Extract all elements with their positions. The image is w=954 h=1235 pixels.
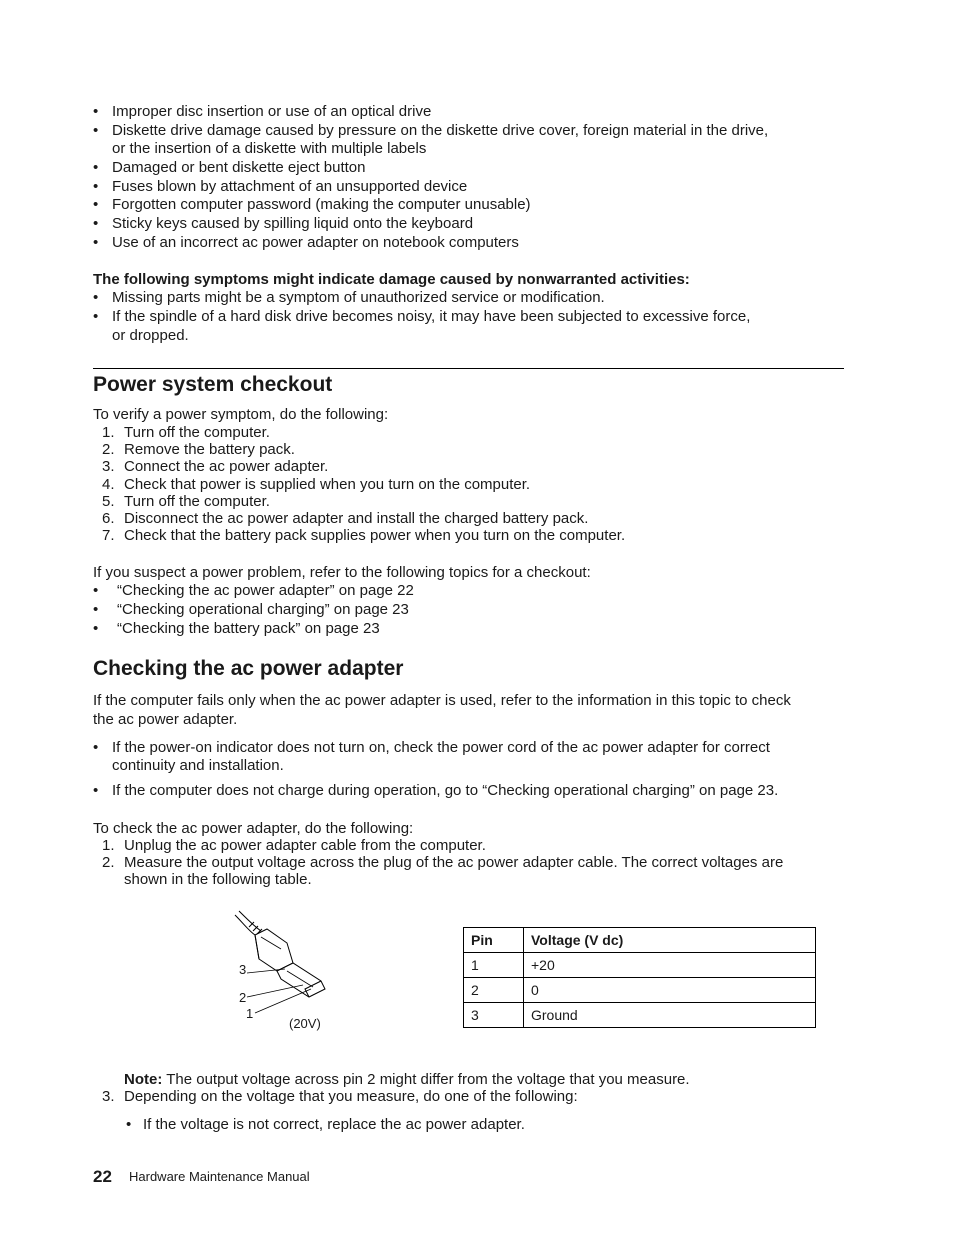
step-number: 5. (102, 493, 115, 510)
table-cell: 1 (464, 953, 524, 978)
topic-link-ac-adapter[interactable]: “Checking the ac power adapter” on page 22 (117, 582, 414, 599)
topic-link-operational-charging[interactable]: “Checking operational charging” on page 23 (117, 601, 409, 618)
bullet-marker: • (93, 601, 99, 618)
step-number: 1. (102, 424, 115, 441)
list-item: Fuses blown by attachment of an unsupported device (112, 178, 468, 195)
symptoms-heading: The following symptoms might indicate damage caused by nonwarranted activities: (93, 271, 690, 288)
bullet-marker: • (93, 215, 99, 232)
bullet-marker: • (93, 178, 99, 195)
step-number: 3. (102, 458, 115, 475)
section-divider (93, 368, 844, 369)
table-row (464, 1003, 816, 1028)
list-item: Diskette drive damage caused by pressure on the diskette drive cover, foreign material in the drive, (112, 122, 769, 139)
list-item: Damaged or bent diskette eject button (112, 159, 366, 176)
step-number: 4. (102, 476, 115, 493)
step-text: Turn off the computer. (124, 424, 270, 441)
note-text: The output voltage across pin 2 might differ from the voltage that you measure. (162, 1071, 690, 1088)
table-cell: 2 (464, 978, 524, 1003)
list-item: Improper disc insertion or use of an optical drive (112, 103, 432, 120)
power-refer-text: If you suspect a power problem, refer to the following topics for a checkout: (93, 564, 591, 581)
table-cell: Ground (524, 1003, 816, 1028)
pin-label-1: 1 (246, 1006, 254, 1021)
step-number: 1. (102, 837, 115, 854)
bullet-marker: • (93, 234, 99, 251)
adapter-title: Checking the ac power adapter (93, 657, 404, 680)
adapter-check-intro: To check the ac power adapter, do the following: (93, 820, 414, 837)
list-item: Missing parts might be a symptom of unauthorized service or modification. (112, 289, 605, 306)
step-text: Turn off the computer. (124, 493, 270, 510)
bullet-marker: • (93, 159, 99, 176)
table-row (464, 978, 816, 1003)
step-text: Unplug the ac power adapter cable from the computer. (124, 837, 486, 854)
list-item: Sticky keys caused by spilling liquid onto the keyboard (112, 215, 474, 232)
pin-label-3: 3 (239, 962, 247, 977)
list-item: If the voltage is not correct, replace the ac power adapter. (143, 1116, 525, 1133)
step-number: 2. (102, 854, 115, 871)
step-text: Disconnect the ac power adapter and install the charged battery pack. (124, 510, 589, 527)
step-text: Measure the output voltage across the plug of the ac power adapter cable. The correct voltages are (124, 854, 784, 871)
bullet-marker: • (93, 582, 99, 599)
list-item: Use of an incorrect ac power adapter on notebook computers (112, 234, 519, 251)
bullet-marker: • (126, 1116, 132, 1133)
power-checkout-intro: To verify a power symptom, do the following: (93, 406, 389, 423)
table-header-row (464, 928, 816, 953)
bullet-marker: • (93, 739, 99, 756)
note-label: Note: (124, 1071, 163, 1088)
note (124, 1071, 690, 1089)
pin-label-2: 2 (239, 990, 247, 1005)
step-text: Check that power is supplied when you turn on the computer. (124, 476, 531, 493)
list-item: or dropped. (112, 327, 189, 344)
table-cell: +20 (524, 953, 816, 978)
step-text: Connect the ac power adapter. (124, 458, 329, 475)
step-number: 3. (102, 1088, 115, 1105)
bullet-marker: • (93, 196, 99, 213)
page-number: 22 (93, 1167, 112, 1186)
bullet-marker: • (93, 122, 99, 139)
bullet-marker: • (93, 782, 99, 799)
list-item: or the insertion of a diskette with multiple labels (112, 140, 427, 157)
adapter-intro-line2: the ac power adapter. (93, 711, 238, 728)
bullet-marker: • (93, 308, 99, 325)
step-number: 6. (102, 510, 115, 527)
column-header-pin: Pin (464, 928, 524, 953)
table-cell: 3 (464, 1003, 524, 1028)
step-text: Depending on the voltage that you measure, do one of the following: (124, 1088, 578, 1105)
bullet-marker: • (93, 289, 99, 306)
table-row (464, 953, 816, 978)
list-item: Forgotten computer password (making the computer unusable) (112, 196, 531, 213)
voltage-table (463, 927, 816, 1028)
step-text: Check that the battery pack supplies power when you turn on the computer. (124, 527, 626, 544)
bullet-marker: • (93, 620, 99, 637)
list-item: If the power-on indicator does not turn on, check the power cord of the ac power adapter for correct (112, 739, 770, 756)
list-item: If the spindle of a hard disk drive becomes noisy, it may have been subjected to excessive force, (112, 308, 751, 325)
column-header-voltage: Voltage (V dc) (524, 928, 816, 953)
plug-caption: (20V) (289, 1016, 321, 1031)
step-number: 2. (102, 441, 115, 458)
list-item: continuity and installation. (112, 757, 284, 774)
list-item: If the computer does not charge during operation, go to “Checking operational charging” on page 23. (112, 782, 779, 799)
bullet-marker: • (93, 103, 99, 120)
adapter-intro-line1: If the computer fails only when the ac power adapter is used, refer to the information in this topic to check (93, 692, 791, 709)
table-cell: 0 (524, 978, 816, 1003)
step-text: shown in the following table. (124, 871, 312, 888)
step-number: 7. (102, 527, 115, 544)
power-checkout-title: Power system checkout (93, 373, 333, 396)
footer-title: Hardware Maintenance Manual (129, 1169, 310, 1184)
topic-link-battery-pack[interactable]: “Checking the battery pack” on page 23 (117, 620, 380, 637)
step-text: Remove the battery pack. (124, 441, 295, 458)
